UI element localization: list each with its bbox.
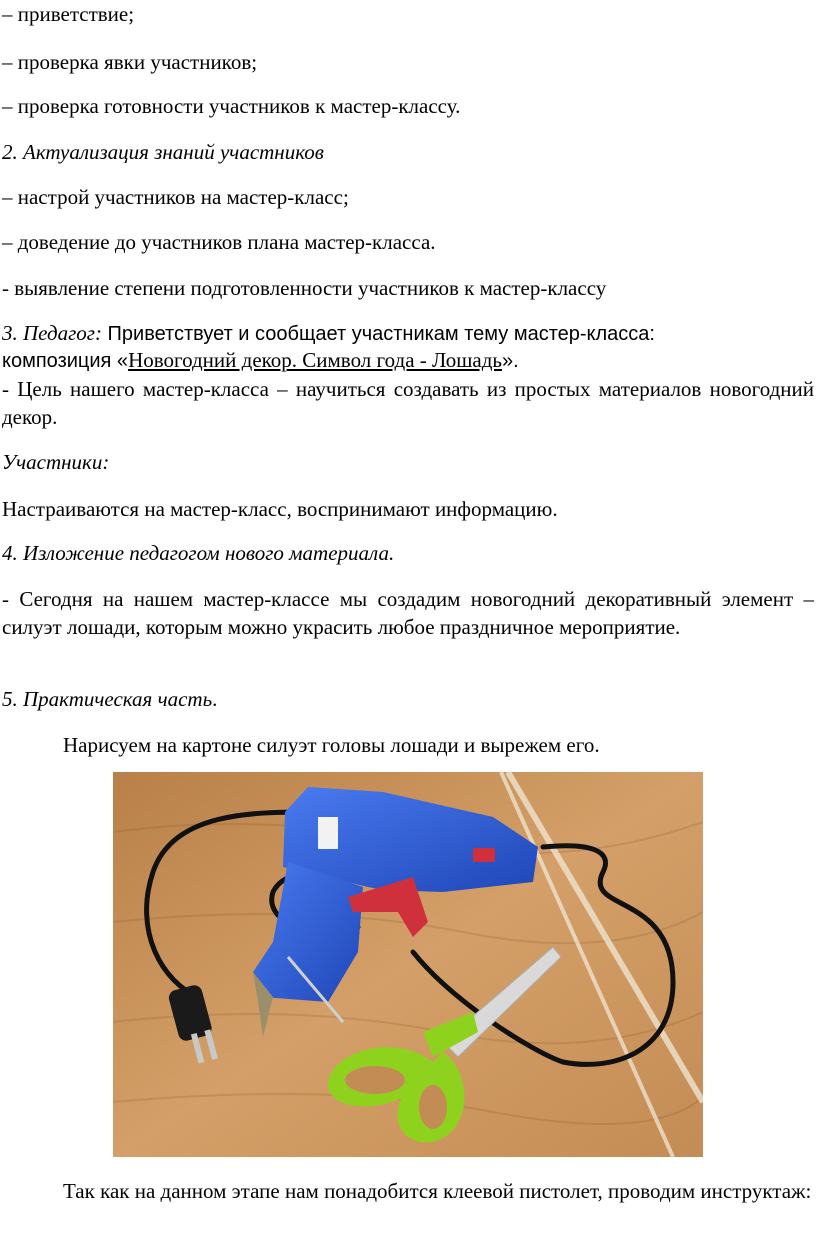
teacher-label: 3. Педагог:	[2, 321, 102, 345]
section-heading-2: 2. Актуализация знаний участников	[2, 140, 324, 164]
gun-switch	[473, 848, 495, 862]
section5-heading-period: .	[212, 687, 218, 711]
topic-line	[2, 346, 519, 375]
closing-paragraph: Так как на данном этапе нам понадобится клеевой пистолет, проводим инструктаж:	[63, 1179, 812, 1203]
list-item-plan: – доведение до участников плана мастер-класса.	[2, 230, 436, 254]
list-item-attendance: – проверка явки участников;	[2, 50, 258, 74]
topic-suffix: ».	[502, 350, 519, 372]
teacher-line	[2, 319, 655, 348]
list-item-readiness: – проверка готовности участников к мастер-классу.	[2, 94, 461, 118]
goal-paragraph: - Цель нашего мастер-класса – научиться создавать из простых материалов новогодний декор.	[2, 377, 814, 429]
topic-prefix: композиция «	[2, 350, 129, 372]
teacher-text: Приветствует и сообщает участникам тему мастер-класса:	[101, 323, 655, 345]
section-heading-4: 4. Изложение педагогом нового материала.	[2, 541, 395, 565]
glue-gun-photo	[113, 772, 703, 1157]
list-item-mood: – настрой участников на мастер-класс;	[2, 185, 349, 209]
section-heading-5	[2, 685, 217, 713]
topic-title: Новогодний декор. Символ года - Лошадь	[128, 348, 502, 372]
list-item-preparedness: - выявление степени подготовленности участников к мастер-классу	[2, 276, 607, 300]
participants-label: Участники:	[2, 450, 110, 474]
gun-label	[318, 817, 338, 849]
section5-heading-text: 5. Практическая часть	[2, 687, 213, 711]
participants-text: Настраиваются на мастер-класс, воспринимают информацию.	[2, 497, 558, 521]
step-text: Нарисуем на картоне силуэт головы лошади и вырежем его.	[63, 733, 600, 757]
list-item-greeting: – приветствие;	[2, 2, 135, 26]
section4-paragraph: - Сегодня на нашем мастер-классе мы создадим новогодний декоративный элемент – силуэт лошади, которым можно украсить любое праздничное мероприятие.	[2, 587, 814, 639]
